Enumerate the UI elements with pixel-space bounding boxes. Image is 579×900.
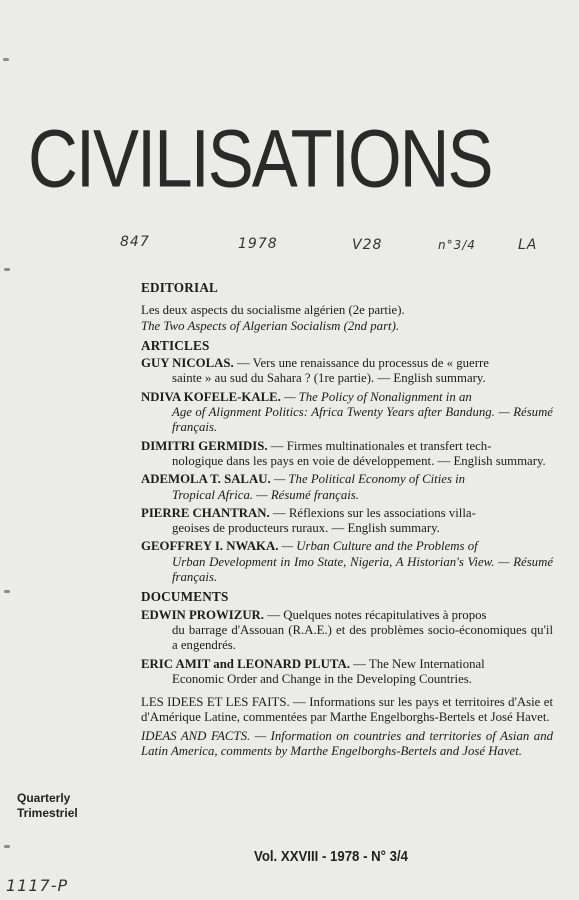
article-entry bbox=[141, 356, 553, 387]
article-title-rest: Age of Alignment Politics: Africa Twenty Years after Bandung. — Résumé français. bbox=[172, 405, 553, 435]
document-entry bbox=[141, 657, 553, 688]
article-title-start: — Réflexions sur les associations villa- bbox=[272, 505, 476, 520]
document-entry bbox=[141, 729, 553, 760]
article-author: NDIVA KOFELE-KALE. bbox=[141, 389, 281, 404]
article-author: GUY NICOLAS. bbox=[141, 356, 234, 371]
table-of-contents bbox=[141, 280, 553, 762]
article-author: PIERRE CHANTRAN. bbox=[141, 505, 270, 520]
article-author: DIMITRI GERMIDIS. bbox=[141, 438, 268, 453]
handwritten-note: 847 bbox=[120, 234, 150, 250]
article-title-rest: nologique dans les pays en voie de développement. — English summary. bbox=[172, 453, 546, 468]
article-title-start: — Urban Culture and the Problems of bbox=[281, 539, 478, 554]
section-heading-documents: DOCUMENTS bbox=[141, 589, 229, 605]
article-author: GEOFFREY I. NWAKA. bbox=[141, 539, 279, 554]
scan-speck bbox=[3, 58, 9, 61]
handwritten-note: n°3/4 bbox=[438, 238, 476, 252]
article-title-rest: sainte » au sud du Sahara ? (1re partie). — English summary. bbox=[172, 371, 486, 386]
les-idees-text: LES IDEES ET LES FAITS. — Informations sur les pays et territoires d'Asie et d'Amérique Latine, commentées par Marthe Engelborghs-Bertels et José Havet. bbox=[141, 695, 553, 725]
document-title-rest: du barrage d'Assouan (R.A.E.) et des problèmes socio-économiques qu'il a engendrés. bbox=[172, 622, 553, 653]
article-title-start: — The Policy of Nonalignment in an bbox=[284, 389, 472, 404]
scan-speck bbox=[4, 845, 10, 848]
article-title-start: — The Political Economy of Cities in bbox=[273, 472, 466, 487]
document-title-start: — The New International bbox=[353, 656, 485, 671]
handwritten-note: V28 bbox=[352, 237, 383, 253]
document-entry bbox=[141, 695, 553, 726]
document-author: ERIC AMIT and LEONARD PLUTA. bbox=[141, 656, 350, 671]
article-title-rest: Tropical Africa. — Résumé français. bbox=[172, 487, 359, 502]
frequency-english: Quarterly bbox=[17, 791, 71, 805]
article-title-start: — Firmes multinationales et transfert tech- bbox=[270, 438, 492, 453]
journal-title: CIVILISATIONS bbox=[28, 113, 492, 205]
handwritten-note: LA bbox=[518, 237, 538, 253]
section-heading-editorial: EDITORIAL bbox=[141, 280, 219, 295]
editorial-french: Les deux aspects du socialisme algérien (2e partie). bbox=[141, 303, 405, 318]
ideas-facts-text: IDEAS AND FACTS. — Information on countries and territories of Asian and Latin America, comments by Marthe Engelborghs-Bertels and José Havet. bbox=[141, 728, 553, 759]
volume-issue: Vol. XXVIII - 1978 - N° 3/4 bbox=[254, 848, 408, 865]
article-author: ADEMOLA T. SALAU. bbox=[141, 472, 271, 487]
article-entry bbox=[141, 506, 553, 537]
article-entry bbox=[141, 390, 553, 436]
scan-speck bbox=[4, 268, 10, 271]
article-title-rest: geoises de producteurs ruraux. — English summary. bbox=[172, 521, 440, 536]
article-title-start: — Vers une renaissance du processus de « guerre bbox=[236, 356, 489, 371]
document-entry bbox=[141, 608, 553, 654]
scan-speck bbox=[4, 590, 10, 593]
article-entry bbox=[141, 539, 553, 585]
document-title-rest: Economic Order and Change in the Developing Countries. bbox=[172, 671, 472, 686]
frequency-french: Trimestriel bbox=[17, 806, 78, 820]
frequency-label bbox=[17, 791, 78, 821]
section-heading-articles: ARTICLES bbox=[141, 337, 210, 353]
editorial-english: The Two Aspects of Algerian Socialism (2nd part). bbox=[141, 318, 400, 333]
article-entry bbox=[141, 439, 553, 470]
handwritten-note: 1978 bbox=[238, 236, 278, 252]
article-title-rest: Urban Development in Imo State, Nigeria, A Historian's View. — Résumé français. bbox=[172, 554, 553, 585]
article-entry bbox=[141, 472, 553, 503]
document-author: EDWIN PROWIZUR. bbox=[141, 607, 265, 622]
handwritten-shelfmark: 1117-P bbox=[6, 876, 69, 895]
document-title-start: — Quelques notes récapitulatives à propos bbox=[267, 607, 487, 622]
